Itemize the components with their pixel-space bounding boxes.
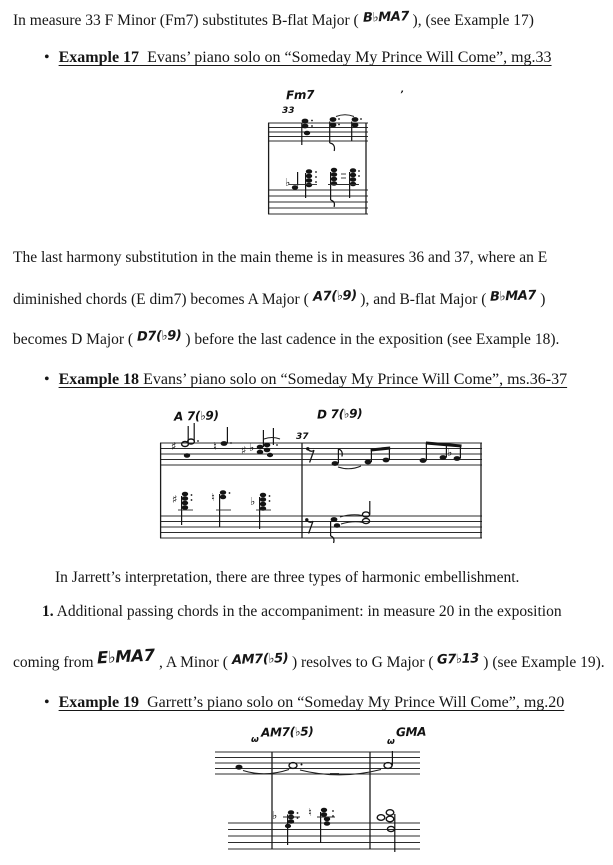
- measure-number-37: 37: [296, 432, 309, 442]
- flat-sign: ♭: [285, 176, 291, 189]
- flat-sign: ♭: [272, 809, 278, 822]
- chord-label-fm7: Fm7: [285, 87, 315, 103]
- paragraph-3-text-2: Additional passing chords in the accompaniment: in measure 20 in the exposition: [53, 603, 562, 620]
- music-notation-19: [205, 725, 465, 865]
- music-example-17: [240, 88, 420, 228]
- bullet-icon: •: [44, 49, 50, 66]
- example-17-caption: Evans’ piano solo on “Someday My Prince Will Come”, mg.33: [139, 49, 552, 66]
- natural-sign: ♮: [213, 440, 217, 453]
- barlines: [161, 443, 481, 538]
- paragraph-2-text-2a: diminished chords (E dim7) becomes A Major (: [13, 291, 313, 308]
- measure-number-33: 33: [282, 106, 295, 116]
- example-17-heading: [44, 48, 552, 68]
- paragraph-1-text-a: In measure 33 F Minor (Fm7) substitutes B-flat Major (: [13, 12, 363, 29]
- natural-sign: ♮: [211, 491, 215, 504]
- chord-am7b5-inline: AM7(♭5): [231, 651, 289, 668]
- treble-measure-1-notes: [171, 423, 280, 458]
- natural-sign: ♮: [308, 806, 312, 819]
- music-example-19: [205, 725, 465, 865]
- example-19-title: [59, 694, 565, 711]
- paragraph-2-text-3b: ) before the last cadence in the exposition (see Example 18).: [181, 331, 560, 348]
- bass-staff: [268, 190, 368, 214]
- treble-staff: [160, 443, 482, 465]
- paragraph-2-text-2b: ), and B-flat Major (: [356, 291, 491, 308]
- chord-label-am7b5: AM7(♭5): [260, 724, 314, 740]
- example-19-caption: Garrett’s piano solo on “Someday My Prince Will Come”, mg.20: [139, 694, 565, 711]
- chord-label-a7b9: A 7(♭9): [173, 408, 219, 424]
- paragraph-3-text-3c: ) resolves to G Major (: [288, 654, 438, 671]
- paragraph-2-text-3a: becomes D Major (: [13, 331, 137, 348]
- handwritten-mark-2: ω: [387, 737, 395, 747]
- paragraph-2-line-2: [13, 290, 545, 311]
- paragraph-3-line-3: [13, 645, 605, 674]
- paragraph-2-text-1: The last harmony substitution in the main theme is in measures 36 and 37, where an E: [13, 249, 548, 266]
- sharp-sign: ♯: [172, 493, 178, 506]
- paragraph-1-text-b: ), (see Example 17): [408, 12, 534, 29]
- chord-a7b9-inline: A7(♭9): [312, 288, 357, 305]
- bass-notes: [285, 168, 360, 207]
- chord-label-d7b9: D 7(♭9): [316, 406, 363, 422]
- chord-ebma7-inline: E♭MA7: [96, 645, 156, 668]
- flat-sign: ♭: [250, 495, 256, 508]
- chord-bbma7-inline: B♭MA7: [362, 9, 409, 26]
- paragraph-3-text-3d: ) (see Example 19).: [479, 654, 605, 671]
- flat-sign: ♭: [249, 441, 255, 454]
- bass-staff: [160, 516, 482, 538]
- paragraph-1: [13, 11, 534, 32]
- example-18-heading: [44, 370, 567, 390]
- paragraph-2-line-3: [13, 330, 559, 351]
- example-17-title: [59, 49, 552, 66]
- music-example-18: [157, 403, 487, 551]
- example-18-caption: Evans’ piano solo on “Someday My Prince Will Come”, ms.36-37: [139, 371, 568, 388]
- chord-label-gma: GMA: [395, 724, 427, 740]
- paragraph-3-line-1: [55, 568, 519, 588]
- example-19-heading: [44, 693, 564, 713]
- paragraph-2-text-2c: ): [536, 291, 546, 308]
- example-19-label: Example 19: [58, 694, 140, 711]
- sharp-sign: ♯: [171, 440, 177, 453]
- bass-measure-1-notes: [172, 490, 271, 529]
- stray-tick-mark: ’: [400, 90, 404, 100]
- paragraph-3-text-1: In Jarrett’s interpretation, there are three types of harmonic embellishment.: [55, 569, 520, 586]
- chord-g7b13-inline: G7♭13: [437, 651, 480, 668]
- chord-d7b9-inline: D7(♭9): [136, 328, 182, 345]
- example-18-title: [59, 371, 568, 388]
- treble-notes: [302, 115, 362, 151]
- flat-sign: ♭: [447, 446, 453, 459]
- bullet-icon: •: [44, 694, 50, 711]
- paragraph-3-text-3b: , A Minor (: [155, 654, 232, 671]
- music-notation-17: [240, 88, 420, 228]
- list-number: 1.: [42, 603, 54, 620]
- paragraph-3-line-2: [42, 602, 562, 622]
- example-18-label: Example 18: [58, 371, 140, 388]
- chord-bbma7-inline-2: B♭MA7: [490, 288, 537, 305]
- bullet-icon: •: [44, 371, 50, 388]
- paragraph-3-text-3a: coming from: [13, 654, 98, 671]
- handwritten-mark-1: ω: [251, 735, 259, 745]
- music-notation-18: [157, 403, 487, 551]
- paragraph-2-line-1: [13, 248, 547, 268]
- example-17-label: Example 17: [58, 49, 140, 66]
- sharp-sign: ♯: [241, 444, 247, 457]
